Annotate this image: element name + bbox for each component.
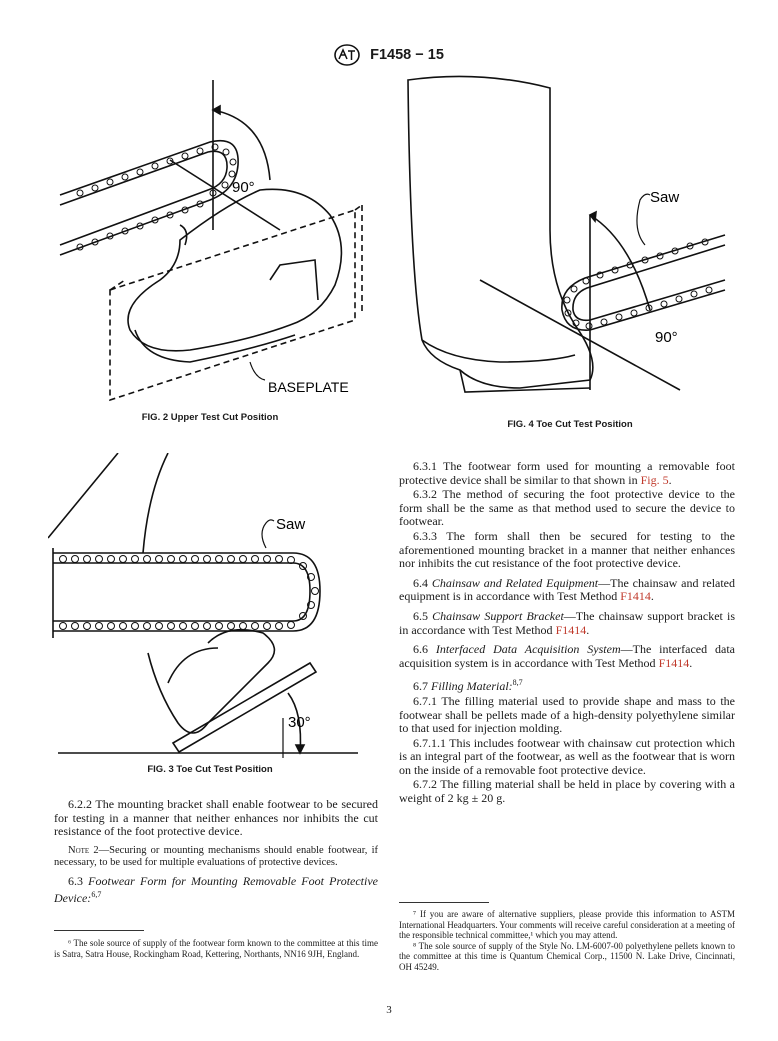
para-6-5-num: 6.5 xyxy=(413,608,433,623)
fig3-caption: FIG. 3 Toe Cut Test Position xyxy=(147,764,273,775)
para-6-3-1-text: 6.3.1 The footwear form used for mounting a removable foot protective device shall be similar to that shown in xyxy=(399,459,735,487)
footnote-6-text: ⁶ The sole source of supply of the footwear form known to the committee at this time is Satra, Satra House, Rockingham Road, Kettering, Northants, NN16 9JH, England. xyxy=(54,938,378,959)
para-6-6: 6.6 Interfaced Data Acquisition System—The interfaced data acquisition system is in accordance with Test Method F1414. xyxy=(399,642,735,670)
para-6-3-title: Footwear Form for Mounting Removable Foot Protective Device: xyxy=(54,873,378,906)
para-6-7-2: 6.7.2 The filling material shall be held in place by covering with a weight of 2 kg ± 20 g. xyxy=(399,777,735,806)
para-6-3-num: 6.3 xyxy=(68,873,89,888)
para-6-6-text: —The interfaced data acquisition system is in accordance with Test Method xyxy=(399,642,735,670)
para-6-6-title: Interfaced Data Acquisition System xyxy=(435,642,621,657)
f1414-link-3[interactable]: F1414 xyxy=(658,655,690,670)
fig2-angle-label: 90° xyxy=(232,179,255,196)
note-2-text: —Securing or mounting mechanisms should enable footwear, if necessary, to be used for multiple evaluations of protective devices. xyxy=(54,844,379,868)
fig4-illustration xyxy=(400,70,730,410)
fig5-link[interactable]: Fig. 5 xyxy=(640,472,669,487)
fig4-saw-label: Saw xyxy=(650,189,680,206)
para-6-4: 6.4 Chainsaw and Related Equipment—The chainsaw and related equipment is in accordance with Test Method F1414. xyxy=(399,575,736,604)
document-designation: F1458 − 15 xyxy=(370,47,444,63)
fig3-illustration xyxy=(48,453,368,758)
para-6-7 xyxy=(399,676,735,694)
footnote-7: ⁷ If you are aware of alternative suppliers, please provide this information to ASTM International Headquarters. Your comments will receive careful consideration at a meeting of the responsible technical committee,¹ which you may attend. xyxy=(399,909,735,941)
fig2-illustration xyxy=(50,80,370,410)
fig4-angle-label: 90° xyxy=(655,329,678,346)
para-6-3 xyxy=(54,875,378,906)
para-6-5: 6.5 Chainsaw Support Bracket—The chainsaw support bracket is in accordance with Test Method F1414. xyxy=(399,608,736,637)
para-6-4-text: —The chainsaw and related equipment is in accordance with Test Method xyxy=(399,575,736,604)
footnote-8: ⁸ The sole source of supply of the Style No. LM-6007-00 polyethylene pellets known to the committee at this time is Quantum Chemical Corp., 11500 N. Lake Drive, Cincinnati, OH 45249. xyxy=(399,940,735,972)
fig2-caption: FIG. 2 Upper Test Cut Position xyxy=(141,412,279,423)
f1414-link-2[interactable]: F1414 xyxy=(555,622,587,637)
para-6-7-1: 6.7.1 The filling material used to provide shape and mass to the footwear shall be pellets made of a high-density polyethylene similar to that used for injection molding. xyxy=(399,693,735,736)
f1414-link-1[interactable]: F1414 xyxy=(620,589,651,604)
left-column xyxy=(54,798,378,907)
footnotes-right xyxy=(399,909,735,973)
note-2-label: Note 2 xyxy=(68,844,99,856)
para-6-3-2: 6.3.2 The method of securing the foot protective device to the form shall be the same as that method used to secure the device to footwear. xyxy=(399,487,735,529)
para-6-5-text: —The chainsaw support bracket is in accordance with Test Method xyxy=(399,608,736,637)
para-6-3-3: 6.3.3 The form shall then be secured for testing to the aforementioned mounting bracket in a manner that neither enhances nor inhibits the cut resistance of the foot protective device. xyxy=(399,528,735,571)
para-6-7-1-1: 6.7.1.1 This includes footwear with chainsaw cut protection which is an integral part of the footwear, as well as the footwear that is worn on the inside of a removable foot protective device. xyxy=(399,735,735,777)
footnote-6 xyxy=(54,938,378,959)
para-6-7-title: Filling Material: xyxy=(431,679,513,694)
note-2 xyxy=(54,845,378,869)
footnote-rule-right xyxy=(399,902,489,903)
para-6-7-sup: 8,7 xyxy=(512,678,523,688)
fig4-caption: FIG. 4 Toe Cut Test Position xyxy=(507,419,633,430)
para-6-4-num: 6.4 xyxy=(413,575,432,590)
right-column xyxy=(399,460,735,807)
fig3-saw-label: Saw xyxy=(276,516,306,533)
page-number: 3 xyxy=(386,1004,392,1016)
para-6-5-title: Chainsaw Support Bracket xyxy=(432,608,564,623)
fig2-baseplate-label: BASEPLATE xyxy=(268,379,349,395)
para-6-6-num: 6.6 xyxy=(413,642,436,657)
para-6-3-1: 6.3.1 The footwear form used for mounting a removable foot protective device shall be similar to that shown in Fig. 5. xyxy=(399,459,735,487)
para-6-7-num: 6.7 xyxy=(413,679,431,694)
para-6-2-2: 6.2.2 The mounting bracket shall enable footwear to be secured for testing in a manner that neither enhances nor inhibits the cut resistance of the foot protective device. xyxy=(54,797,378,839)
astm-logo xyxy=(334,44,360,66)
footnote-rule-left xyxy=(54,930,144,931)
page-header xyxy=(0,44,778,66)
para-6-3-sup: 6,7 xyxy=(91,890,102,900)
para-6-4-title: Chainsaw and Related Equipment xyxy=(431,575,599,590)
fig3-angle-label: 30° xyxy=(288,714,311,731)
